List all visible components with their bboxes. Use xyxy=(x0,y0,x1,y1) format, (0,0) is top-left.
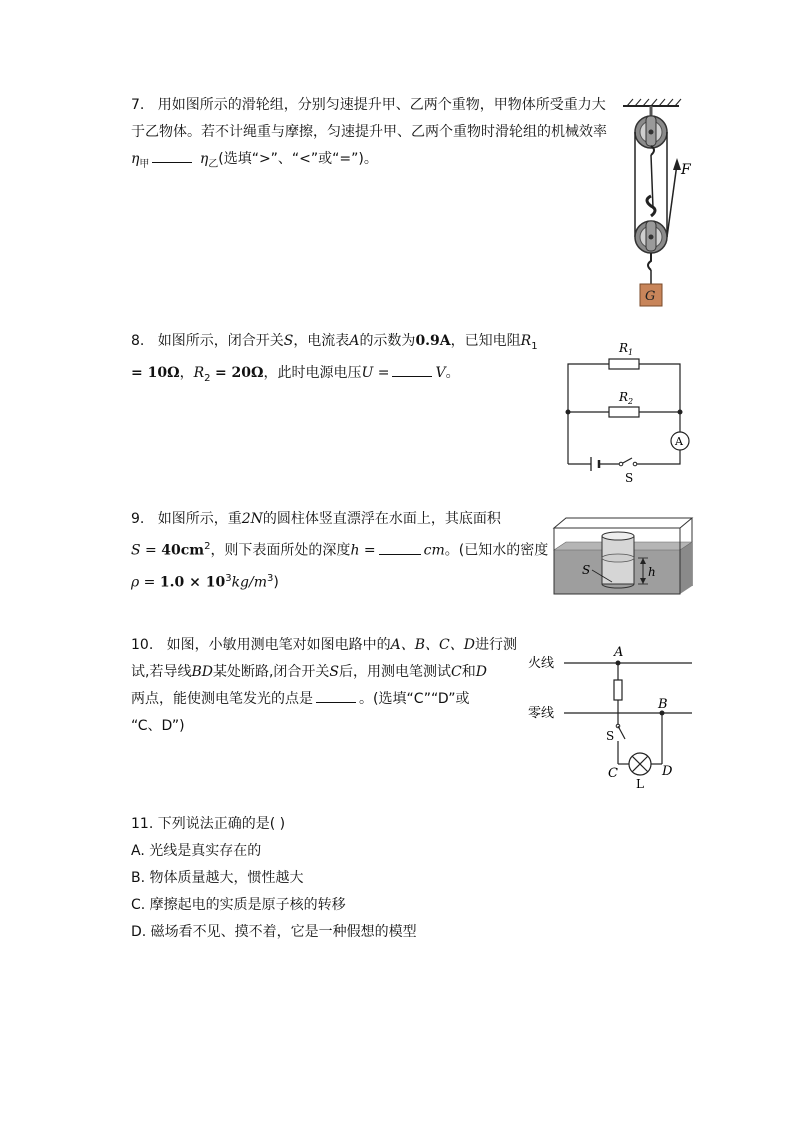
subscript: 甲 xyxy=(139,158,150,170)
question-text: 进行测 xyxy=(474,637,517,653)
density-value: 1.0 × 10 xyxy=(159,574,226,591)
subscript: 1 xyxy=(531,340,538,352)
current-value: 0.9A xyxy=(415,333,451,349)
unit: cm xyxy=(423,542,445,559)
household-circuit-diagram xyxy=(528,642,694,792)
question-text: ，已知电阻 xyxy=(450,333,521,349)
point-a-label: A xyxy=(614,645,624,660)
lamp-label: L xyxy=(636,777,644,791)
punctuation: 。 xyxy=(445,364,460,381)
live-wire-label: 火线 xyxy=(528,656,555,671)
question-text: 某处断路,闭合开关 xyxy=(212,664,330,680)
pulley-diagram xyxy=(615,98,715,310)
point-c-label: C xyxy=(608,766,618,781)
r2-symbol: R xyxy=(193,364,205,381)
eta-symbol: η xyxy=(131,151,140,167)
question-text: 于乙物体。若不计绳重与摩擦，匀速提升甲、乙两个重物时滑轮组的机械效率 xyxy=(131,124,607,140)
svg-text:R1: $R_1$ xyxy=(619,341,634,357)
question-text: 的示数为 xyxy=(359,333,416,349)
density-symbol: ρ = xyxy=(131,574,160,591)
point-c: C xyxy=(451,664,462,680)
question-text: ，此时电源电压 xyxy=(263,364,362,381)
voltage-symbol: U = xyxy=(361,364,390,381)
resistor-r1 xyxy=(609,359,639,369)
question-number: 8. xyxy=(131,333,145,349)
option-d[interactable]: D. 磁场看不见、摸不着，它是一种假想的模型 xyxy=(131,924,417,940)
circuit-diagram-parallel xyxy=(562,336,697,486)
question-10 xyxy=(131,632,517,740)
question-number: 9. xyxy=(131,511,145,527)
question-text: 。(已知水的密度 xyxy=(444,542,549,559)
floating-cylinder-diagram xyxy=(550,514,696,598)
question-7 xyxy=(131,92,607,178)
answer-blank[interactable] xyxy=(316,686,356,703)
weight-label: G xyxy=(645,289,656,304)
subscript: 乙 xyxy=(208,158,219,170)
point-d-label: D xyxy=(662,764,673,779)
eta-symbol: η xyxy=(199,151,209,167)
switch-symbol: S xyxy=(329,664,340,680)
superscript: 2 xyxy=(204,541,211,552)
resistor-r2 xyxy=(609,407,639,417)
question-text: 。(选填“C”“D”或 xyxy=(359,691,470,707)
question-text: 两点，能使测电笔发光的点是 xyxy=(131,691,313,707)
area-value: 40cm xyxy=(161,542,205,559)
answer-blank[interactable] xyxy=(379,538,421,555)
switch-symbol: S xyxy=(283,333,294,349)
question-text: 如图，小敏用测电笔对如图电路中的 xyxy=(166,637,391,653)
question-number: 7. xyxy=(131,97,145,113)
force-label: F xyxy=(681,162,691,178)
point-d: D xyxy=(475,664,487,680)
unit: V xyxy=(435,364,446,381)
fuse xyxy=(614,680,622,700)
r2-value: = 20Ω xyxy=(214,364,264,381)
option-a[interactable]: A. 光线是真实存在的 xyxy=(131,843,262,859)
switch-label: S xyxy=(606,729,615,743)
answer-blank[interactable] xyxy=(392,360,432,377)
area-label: S xyxy=(582,563,591,577)
option-b[interactable]: B. 物体质量越大，惯性越大 xyxy=(131,870,304,886)
question-text: ，则下表面所处的深度 xyxy=(210,542,351,559)
question-text: 如图所示，闭合开关 xyxy=(157,333,284,349)
option-c[interactable]: C. 摩擦起电的实质是原子核的转移 xyxy=(131,897,346,913)
svg-text:R2: $R_2$ xyxy=(619,390,634,406)
ammeter-label: A xyxy=(675,435,683,448)
switch-label: S xyxy=(625,471,634,485)
battery-icon xyxy=(591,457,599,471)
subscript: 2 xyxy=(204,372,211,384)
question-text: 试,若导线 xyxy=(131,664,192,680)
question-text: 如图所示，重 xyxy=(157,511,242,527)
depth-symbol: h = xyxy=(350,542,376,559)
wire-bd: BD xyxy=(191,664,213,680)
neutral-wire-label: 零线 xyxy=(528,706,555,721)
question-text: 的圆柱体竖直漂浮在水面上，其底面积 xyxy=(262,511,501,527)
question-number: 10. xyxy=(131,637,154,653)
question-text: 用如图所示的滑轮组，分别匀速提升甲、乙两个重物，甲物体所受重力大 xyxy=(157,97,606,113)
answer-blank[interactable] xyxy=(152,146,192,163)
punctuation: ) xyxy=(273,574,279,591)
question-stem: 11. 下列说法正确的是( ) xyxy=(131,816,286,832)
superscript: 3 xyxy=(225,572,232,584)
question-9 xyxy=(131,506,548,596)
depth-label: h xyxy=(648,565,656,579)
r1-symbol: R xyxy=(520,333,532,349)
punctuation: ， xyxy=(179,364,194,381)
area-symbol: S = xyxy=(131,542,162,559)
question-text: 后，用测电笔测试 xyxy=(339,664,452,680)
question-11 xyxy=(131,811,417,946)
r1-value: = 10Ω xyxy=(131,364,180,381)
question-text: “C、D”) xyxy=(131,718,185,734)
point-b-label: B xyxy=(658,697,668,712)
test-points: A、B、C、D xyxy=(390,637,475,653)
question-text: (选填“>”、“<”或“=”)。 xyxy=(218,151,378,167)
question-text: ，电流表 xyxy=(293,333,350,349)
density-unit: kg/m xyxy=(231,574,268,591)
superscript: 3 xyxy=(267,572,274,584)
weight-value: 2N xyxy=(241,511,263,527)
question-text: 和 xyxy=(461,664,476,680)
question-8 xyxy=(131,328,538,392)
ammeter-symbol: A xyxy=(349,333,360,349)
